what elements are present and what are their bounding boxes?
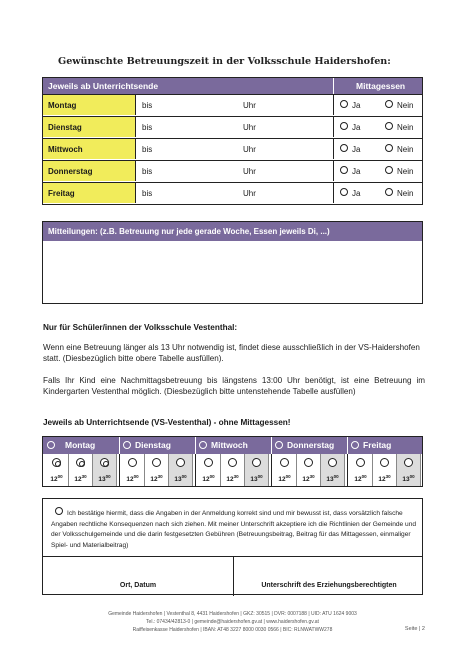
- nein-label: Nein: [397, 167, 414, 176]
- notes-box[interactable]: [42, 221, 423, 304]
- day-radio[interactable]: [275, 441, 283, 449]
- ja-radio[interactable]: [340, 166, 348, 174]
- time-cell[interactable]: [397, 454, 421, 486]
- time-radio[interactable]: [404, 458, 413, 467]
- time-label: $12^{00}$: [278, 474, 291, 483]
- day-label: Mittwoch: [43, 139, 136, 159]
- ja-label: Ja: [352, 145, 361, 154]
- nein-radio[interactable]: [385, 144, 393, 152]
- time-radio[interactable]: [356, 458, 365, 467]
- bis-label: bis: [142, 167, 153, 176]
- time-radio[interactable]: [152, 458, 161, 467]
- confirmation-box: [42, 498, 423, 595]
- footer: [0, 611, 465, 634]
- time-label: $12^{00}$: [354, 474, 367, 483]
- table-header: [43, 78, 422, 94]
- time-radio[interactable]: [52, 458, 61, 467]
- bis-label: bis: [142, 123, 153, 132]
- bis-label: bis: [142, 101, 153, 110]
- uhr-label: Uhr: [243, 123, 256, 132]
- footer-line-3: Raiffeisenkasse Haidershofen | IBAN: AT48 3227 8000 0030 0566 | BIC: RLNWATWW278: [132, 626, 333, 633]
- time-radio[interactable]: [100, 458, 109, 467]
- time-cell[interactable]: [69, 454, 93, 486]
- time-label: $12^{30}$: [226, 474, 239, 483]
- nein-radio[interactable]: [385, 122, 393, 130]
- time-cell[interactable]: [273, 454, 297, 486]
- time-cell[interactable]: [169, 454, 193, 486]
- time-cell[interactable]: [93, 454, 117, 486]
- ja-label: Ja: [352, 123, 361, 132]
- footer-line-2: Tel.: 07434/42813-0 | gemeinde@haidershofen.gv.at | www.haidershofen.gv.at: [146, 618, 319, 625]
- vestenthal-heading: Nur für Schüler/innen der Volksschule Vestenthal:: [43, 323, 238, 332]
- uhr-label: Uhr: [243, 145, 256, 154]
- table-row: [43, 138, 422, 159]
- uhr-label: Uhr: [243, 167, 256, 176]
- day-radio[interactable]: [199, 441, 207, 449]
- ja-label: Ja: [352, 167, 361, 176]
- vestenthal-table: [42, 436, 423, 487]
- nein-label: Nein: [397, 123, 414, 132]
- time-cell[interactable]: [121, 454, 145, 486]
- nein-radio[interactable]: [385, 188, 393, 196]
- time-label: $13^{00}$: [326, 474, 339, 483]
- vestenthal-para-1: Wenn eine Betreuung länger als 13 Uhr notwendig ist, findet diese ausschließlich in der VS-Haidershofen statt. (Diesbezüglich bitte obere Tabelle ausfüllen).: [43, 343, 420, 363]
- page-title: Gewünschte Betreuungszeit in der Volksschule Haidershofen:: [58, 56, 391, 67]
- time-cell[interactable]: [45, 454, 69, 486]
- nein-label: Nein: [397, 189, 414, 198]
- table-row: [43, 160, 422, 181]
- uhr-label: Uhr: [243, 189, 256, 198]
- day-radio[interactable]: [123, 441, 131, 449]
- ja-label: Ja: [352, 189, 361, 198]
- day-group-freitag: [347, 437, 423, 454]
- uhr-label: Uhr: [243, 101, 256, 110]
- time-cell[interactable]: [297, 454, 321, 486]
- time-label: $12^{30}$: [74, 474, 87, 483]
- day-label: Mittwoch: [211, 440, 248, 450]
- footer-line-1: Gemeinde Haidershofen | Vestenthal 8, 4431 Haidershofen | GKZ: 30515 | DVR: 0007188 | UID: ATU 1624 9003: [108, 611, 357, 617]
- day-group-mittwoch: [195, 437, 271, 454]
- nein-label: Nein: [397, 145, 414, 154]
- col-header-mittagessen: Mittagessen: [356, 81, 406, 91]
- day-label: Dienstag: [43, 117, 136, 137]
- betreuungszeit-table: [42, 77, 423, 205]
- vestenthal-table-title: Jeweils ab Unterrichtsende (VS-Vestenthal) - ohne Mittagessen!: [43, 418, 291, 427]
- day-label: Donnerstag: [287, 440, 335, 450]
- ja-radio[interactable]: [340, 188, 348, 196]
- time-label: $12^{30}$: [150, 474, 163, 483]
- day-label: Montag: [43, 95, 136, 115]
- nein-radio[interactable]: [385, 100, 393, 108]
- nein-radio[interactable]: [385, 166, 393, 174]
- time-radio[interactable]: [204, 458, 213, 467]
- time-cell[interactable]: [349, 454, 373, 486]
- time-radio[interactable]: [176, 458, 185, 467]
- day-label: Freitag: [43, 183, 136, 203]
- time-cell[interactable]: [221, 454, 245, 486]
- time-radio[interactable]: [380, 458, 389, 467]
- time-label: $13^{00}$: [402, 474, 415, 483]
- signature-label: Unterschrift des Erziehungsberechtigten: [261, 582, 397, 589]
- day-radio[interactable]: [47, 441, 55, 449]
- time-radio[interactable]: [76, 458, 85, 467]
- table-row: [43, 182, 422, 203]
- ja-radio[interactable]: [340, 100, 348, 108]
- bis-label: bis: [142, 189, 153, 198]
- day-group-dienstag: [119, 437, 195, 454]
- place-date-label: Ort, Datum: [119, 582, 157, 589]
- time-cell[interactable]: [373, 454, 397, 486]
- time-cell[interactable]: [197, 454, 221, 486]
- time-label: $12^{00}$: [202, 474, 215, 483]
- time-cell[interactable]: [145, 454, 169, 486]
- time-label: $13^{00}$: [174, 474, 187, 483]
- table-row: [43, 94, 422, 115]
- day-label: Dienstag: [135, 440, 171, 450]
- time-radio[interactable]: [304, 458, 313, 467]
- time-radio[interactable]: [128, 458, 137, 467]
- time-label: $13^{00}$: [250, 474, 263, 483]
- time-radio[interactable]: [228, 458, 237, 467]
- time-radio[interactable]: [252, 458, 261, 467]
- table-row: [43, 116, 422, 137]
- vestenthal-para-2: Falls Ihr Kind eine Nachmittagsbetreuung bis längstens 13:00 Uhr benötigt, ist eine Betreuung im Kindergarten Vestenthal möglich. (Diesbezüglich bitte untenstehende Tabelle ausfüllen): [43, 376, 425, 396]
- time-radio[interactable]: [328, 458, 337, 467]
- ja-radio[interactable]: [340, 144, 348, 152]
- day-label: Donnerstag: [43, 161, 136, 181]
- ja-radio[interactable]: [340, 122, 348, 130]
- day-label: Montag: [65, 440, 96, 450]
- day-radio[interactable]: [351, 441, 359, 449]
- day-label: Freitag: [363, 440, 392, 450]
- time-label: $13^{00}$: [98, 474, 111, 483]
- time-label: $12^{00}$: [126, 474, 139, 483]
- time-radio[interactable]: [280, 458, 289, 467]
- page-number: Seite | 2: [404, 626, 425, 632]
- bis-label: bis: [142, 145, 153, 154]
- day-group-donnerstag: [271, 437, 347, 454]
- nein-label: Nein: [397, 101, 414, 110]
- day-group-montag: [43, 437, 119, 454]
- ja-label: Ja: [352, 101, 361, 110]
- time-cell[interactable]: [321, 454, 345, 486]
- time-label: $12^{00}$: [50, 474, 63, 483]
- col-header-unterrichtsende: Jeweils ab Unterrichtsende: [48, 81, 159, 91]
- time-label: $12^{30}$: [378, 474, 391, 483]
- time-label: $12^{30}$: [302, 474, 315, 483]
- notes-header: Mitteilungen: (z.B. Betreuung nur jede gerade Woche, Essen jeweils Di, ...): [43, 222, 422, 241]
- confirm-text: Ich bestätige hiermit, dass die Angaben in der Anmeldung korrekt sind und mir bewusst ist, dass vorsätzlich falsche Angaben rechtliche Konsequenzen nach sich ziehen. Mit meiner Unterschrift akzeptiere ich die Richtlinien der Gemeinde und der Volksschulgemeinde und die darin festgesetzten Gebühren (Betreuungsbeitrag, Beitrag für das Mittagessen, einmaliger Spiel- und Materialbeitrag): [51, 510, 417, 549]
- time-cell[interactable]: [245, 454, 269, 486]
